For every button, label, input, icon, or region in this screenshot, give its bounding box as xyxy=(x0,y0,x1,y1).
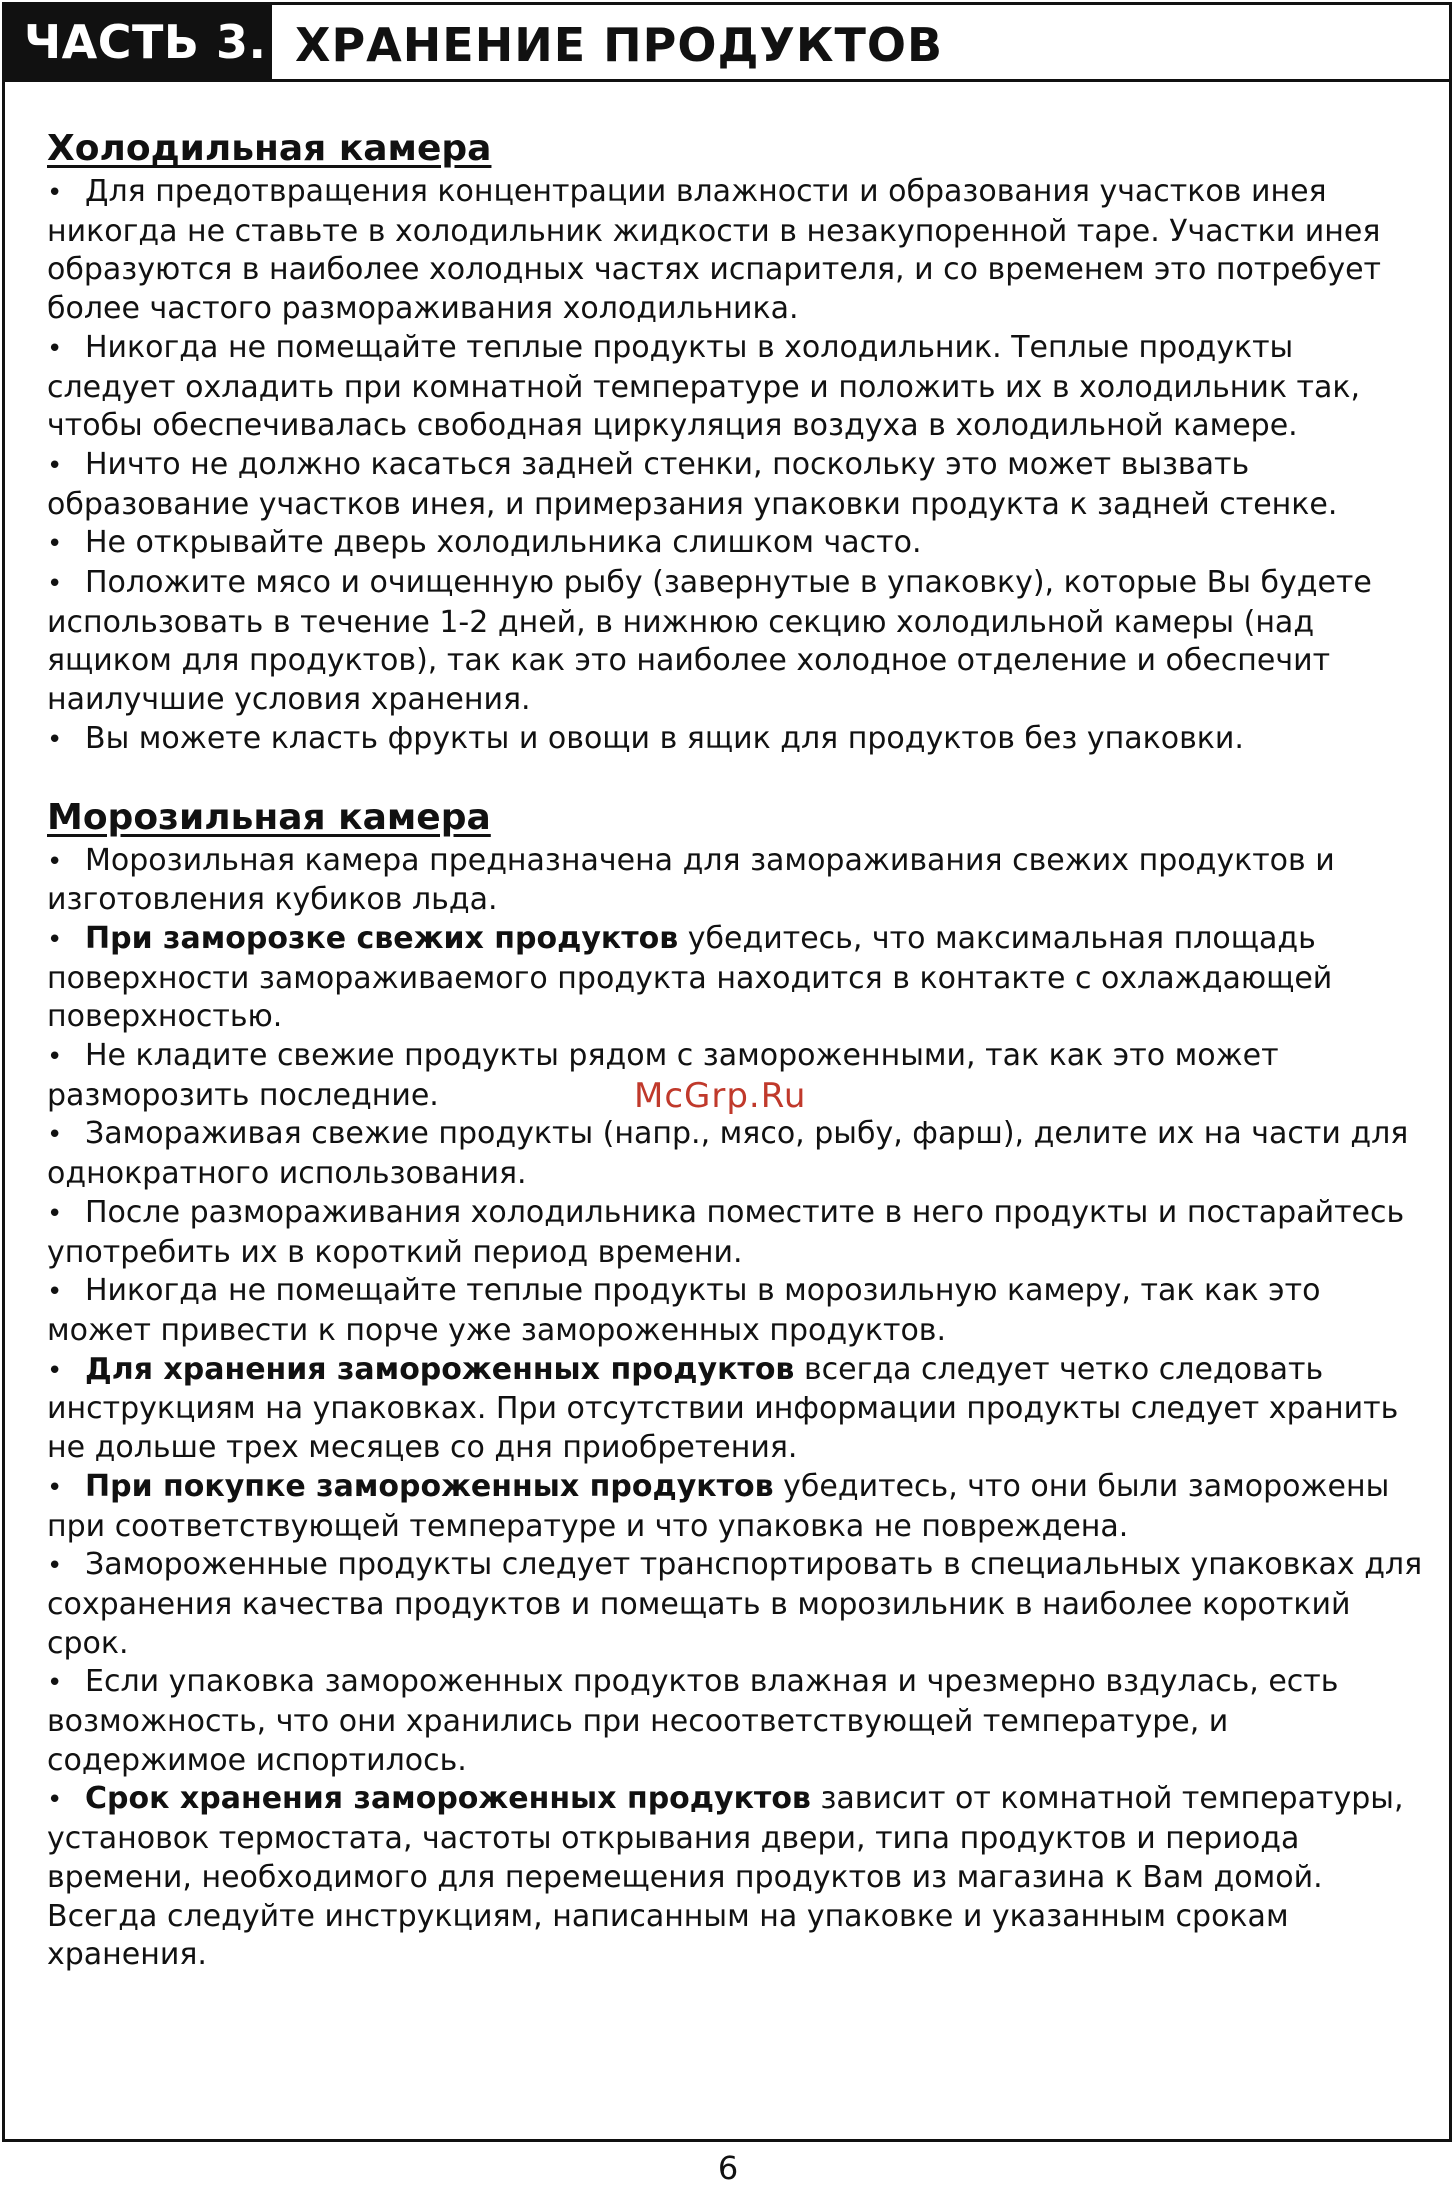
item-text: Для предотвращения концентрации влажности и образования участков инея никогда не ставьте в холодильник жидкости в незакупоренной таре. Участки инея образуются в наиболее холодных частях испарителя, и со временем это потребует более частого размораживания холодильника. xyxy=(47,174,1382,327)
item-text: Не кладите свежие продукты рядом с замороженными, так как это может разморозить последние. xyxy=(47,1038,1279,1113)
list-item xyxy=(47,720,1427,760)
bullet-icon: • xyxy=(47,1355,63,1386)
item-text: Никогда не помещайте теплые продукты в холодильник. Теплые продукты следует охладить при комнатной температуре и положить их в холодильник так, чтобы обеспечивалась свободная циркуляция воздуха в холодильной камере. xyxy=(47,329,1361,444)
page-number: 6 xyxy=(717,2149,739,2187)
freezer-section xyxy=(47,794,1427,1975)
bullet-icon: • xyxy=(47,178,63,208)
item-text: зависит от комнатной температуры, установок термостата, частоты открывания двери, типа продуктов и периода времени, необходимого для перемещения продуктов из магазина к Вам домой. Всегда следуйте инструкциям, написанным на упаковке и указанным срокам хранения. xyxy=(47,1781,1404,1973)
list-item xyxy=(47,920,1427,1037)
list-item xyxy=(47,1115,1427,1193)
item-emphasis: Срок хранения замороженных продуктов xyxy=(85,1781,811,1817)
list-item xyxy=(47,1780,1427,1975)
list-item xyxy=(47,1663,1427,1780)
freezer-section-title: Морозильная камера xyxy=(47,796,491,838)
freezer-list xyxy=(47,842,1427,1975)
watermark: McGrp.Ru xyxy=(634,1076,807,1116)
bullet-icon: • xyxy=(47,333,63,364)
item-text: После размораживания холодильника поместите в него продукты и постарайтесь употребить их в короткий период времени. xyxy=(47,1194,1405,1270)
bullet-icon: • xyxy=(47,450,63,481)
item-text: убедитесь, что они были заморожены при соответствующей температуре и что упаковка не повреждена. xyxy=(47,1468,1390,1544)
content xyxy=(47,125,1427,1975)
item-emphasis: При заморозке свежих продуктов xyxy=(85,920,679,956)
list-item xyxy=(47,524,1427,564)
fridge-list xyxy=(47,173,1427,760)
bullet-icon: • xyxy=(47,569,63,600)
item-text: Морозильная камера предназначена для замораживания свежих продуктов и изготовления кубиков льда. xyxy=(47,842,1335,918)
item-emphasis: При покупке замороженных продуктов xyxy=(85,1468,774,1504)
part-label: ЧАСТЬ 3. xyxy=(2,2,272,82)
list-item xyxy=(47,842,1427,920)
item-text: Если упаковка замороженных продуктов влажная и чрезмерно вздулась, есть возможность, что они хранились при несоответствующей температуре, и содержимое испортилось. xyxy=(47,1664,1339,1778)
list-item xyxy=(47,1546,1427,1663)
item-text: Ничто не должно касаться задней стенки, поскольку это может вызвать образование участков инея, и примерзания упаковки продукта к задней стенке. xyxy=(47,446,1338,522)
item-text: Не открывайте дверь холодильника слишком часто. xyxy=(85,525,922,561)
bullet-icon: • xyxy=(47,1668,63,1699)
item-text: Положите мясо и очищенную рыбу (завернутые в упаковку), которые Вы будете использовать в течение 1-2 дней, в нижнюю секцию холодильной камеры (над ящиком для продуктов), так как это наиболее холодное отделение и обеспечит наилучшие условия хранения. xyxy=(47,565,1372,718)
item-text: всегда следует четко следовать инструкциям на упаковках. При отсутствии информации продукты следует хранить не дольше трех месяцев со дня приобретения. xyxy=(47,1351,1399,1466)
list-item xyxy=(47,446,1427,524)
list-item xyxy=(47,1468,1427,1546)
bullet-icon: • xyxy=(47,1785,63,1816)
page-title: ХРАНЕНИЕ ПРОДУКТОВ xyxy=(295,18,944,72)
bullet-icon: • xyxy=(47,924,63,955)
bullet-icon: • xyxy=(47,529,63,560)
bullet-icon: • xyxy=(47,724,63,755)
item-text: Никогда не помещайте теплые продукты в морозильную камеру, так как это может привести к порче уже замороженных продуктов. xyxy=(47,1273,1321,1348)
list-item xyxy=(47,1272,1427,1350)
item-text: Замораживая свежие продукты (напр., мясо, рыбу, фарш), делите их на части для однократного использования. xyxy=(47,1116,1409,1192)
bullet-icon: • xyxy=(47,1198,63,1229)
item-emphasis: Для хранения замороженных продуктов xyxy=(85,1351,795,1387)
list-item xyxy=(47,1351,1427,1468)
list-item xyxy=(47,173,1427,329)
bullet-icon: • xyxy=(47,1120,63,1151)
bullet-icon: • xyxy=(47,1277,63,1308)
list-item xyxy=(47,329,1427,446)
header-rule xyxy=(272,79,1450,82)
fridge-section-title: Холодильная камера xyxy=(47,128,492,169)
bullet-icon: • xyxy=(47,1472,63,1503)
item-text: убедитесь, что максимальная площадь поверхности замораживаемого продукта находится в контакте с охлаждающей поверхностью. xyxy=(47,920,1333,1035)
list-item xyxy=(47,1194,1427,1272)
fridge-section xyxy=(47,125,1427,760)
bullet-icon: • xyxy=(47,1042,63,1073)
item-text: Замороженные продукты следует транспортировать в специальных упаковках для сохранения качества продуктов и помещать в морозильник в наиболее короткий срок. xyxy=(47,1547,1423,1661)
item-text: Вы можете класть фрукты и овощи в ящик для продуктов без упаковки. xyxy=(85,720,1244,756)
bullet-icon: • xyxy=(47,846,63,877)
bullet-icon: • xyxy=(47,1551,63,1582)
list-item xyxy=(47,564,1427,720)
